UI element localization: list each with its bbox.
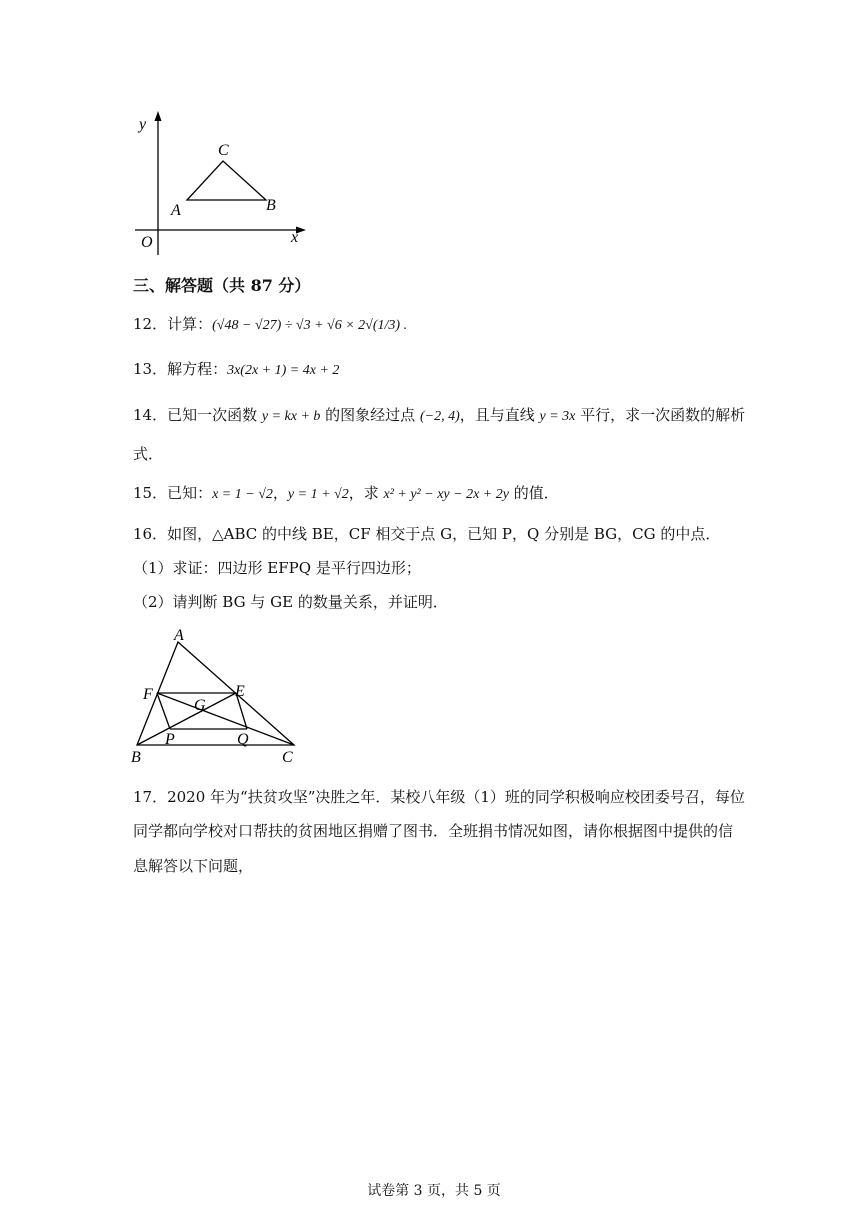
question-14 <box>133 404 745 425</box>
origin-label: O <box>141 234 153 251</box>
q14-line: y = 3x <box>539 409 576 424</box>
question-17-line3: 息解答以下问题， <box>133 857 254 875</box>
q14-point: (−2, 4) <box>419 409 460 424</box>
y-axis-arrow <box>155 111 162 121</box>
point-q-label: Q <box>237 731 249 748</box>
point-p-label: P <box>165 731 175 748</box>
q14-function: y = kx + b <box>261 409 321 424</box>
median-cf <box>157 693 294 745</box>
q14-text-a: 14．已知一次函数 <box>133 406 262 424</box>
coordinate-figure <box>125 105 315 265</box>
q12-expression: (√48 − √27) ÷ √3 + √6 × 2√(1/3) . <box>212 318 408 333</box>
triangle-medians-figure <box>125 620 305 770</box>
q12-number: 12．计算： <box>133 315 213 333</box>
q15-y-value: y = 1 + √2 <box>287 487 349 502</box>
x-axis-label: x <box>291 229 299 246</box>
point-g-label: G <box>194 697 206 714</box>
triangle-abc <box>187 161 266 200</box>
q13-number: 13．解方程： <box>133 360 228 378</box>
question-16-part2: （2）请判断 BG 与 GE 的数量关系，并证明． <box>133 593 448 611</box>
q15-separator: ， <box>272 484 288 502</box>
q15-expression: x² + y² − xy − 2x + 2y <box>383 487 509 502</box>
point-c-label: C <box>218 142 229 159</box>
q15-text-a: 15．已知： <box>133 484 213 502</box>
q14-text-d: 平行，求一次函数的解析 <box>575 406 746 424</box>
point-a-label: A <box>174 627 184 644</box>
question-14-line2: 式． <box>133 445 164 463</box>
q14-text-b: 的图象经过点 <box>320 406 420 424</box>
q15-text-c: 的值． <box>508 484 559 502</box>
section-title: 三、解答题（共 87 分） <box>133 276 311 295</box>
question-16-stem: 16．如图，△ABC 的中线 BE，CF 相交于点 G，已知 P，Q 分别是 BG，CG 的中点． <box>133 525 721 543</box>
point-f-label: F <box>143 686 153 703</box>
question-13 <box>133 358 339 379</box>
q15-x-value: x = 1 − √2 <box>212 487 273 502</box>
point-c-label: C <box>282 749 293 766</box>
question-17-line1: 17．2020 年为“扶贫攻坚”决胜之年．某校八年级（1）班的同学积极响应校团委号召，每位 <box>133 788 745 806</box>
point-e-label: E <box>235 683 245 700</box>
segment-fp <box>157 693 170 729</box>
q13-expression: 3x(2x + 1) = 4x + 2 <box>227 363 340 378</box>
point-b-label: B <box>266 197 276 214</box>
q15-text-b: ，求 <box>348 484 384 502</box>
page-footer: 试卷第 3 页，共 5 页 <box>367 1183 501 1199</box>
question-17-line2: 同学都向学校对口帮扶的贫困地区捐赠了图书．全班捐书情况如图，请你根据图中提供的信 <box>133 822 734 840</box>
question-15 <box>133 482 559 503</box>
point-a-label: A <box>171 202 181 219</box>
y-axis-label: y <box>139 116 147 133</box>
q14-text-c: ，且与直线 <box>459 406 540 424</box>
question-16-part1: （1）求证：四边形 EFPQ 是平行四边形； <box>133 559 421 577</box>
point-b-label: B <box>131 749 141 766</box>
question-12 <box>133 313 407 334</box>
